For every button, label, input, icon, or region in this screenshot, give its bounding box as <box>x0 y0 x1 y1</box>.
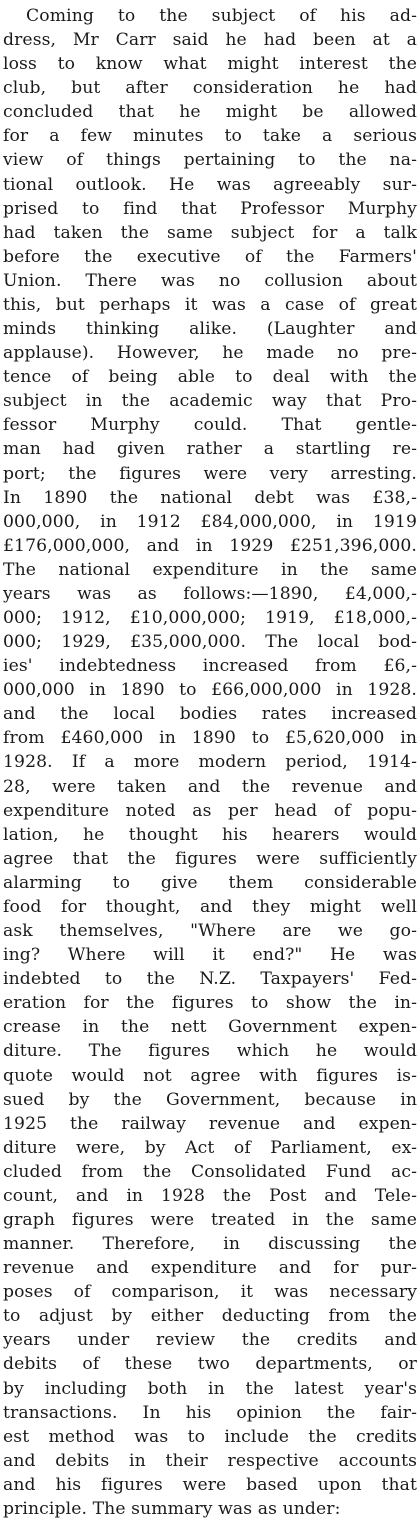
article-line: 28, were taken and the revenue and <box>3 776 417 797</box>
article-line: sued by the Government, because in <box>3 1089 417 1110</box>
article-line: view of things pertaining to the na- <box>3 150 417 171</box>
article-line: to adjust by either deducting from the <box>3 1306 417 1327</box>
article-line: prised to find that Professor Murphy <box>3 198 417 219</box>
article-line: and his figures were based upon that <box>3 1474 417 1495</box>
article-line: crease in the nett Government expen- <box>3 1017 417 1038</box>
article-line: and debits in their respective accounts <box>3 1450 417 1471</box>
article-line: principle. The summary was as under: <box>3 1498 341 1519</box>
article-line: revenue and expenditure and for pur- <box>3 1258 417 1279</box>
article-line: 1925 the railway revenue and expen- <box>3 1113 417 1134</box>
article-line: expenditure noted as per head of popu- <box>3 800 417 821</box>
article-line: 1928. If a more modern period, 1914- <box>3 752 417 773</box>
article-line: by including both in the latest year's <box>3 1378 417 1399</box>
article-line: agree that the figures were sufficiently <box>3 848 417 869</box>
article-line: and the local bodies rates increased <box>3 704 417 725</box>
article-line: In 1890 the national debt was £38,- <box>3 487 417 508</box>
article-line: for a few minutes to take a serious <box>3 126 417 147</box>
article-line: 000,000, in 1912 £84,000,000, in 1919 <box>3 511 417 532</box>
article-line: ask themselves, "Where are we go- <box>3 921 417 942</box>
article-line: alarming to give them considerable <box>3 872 417 893</box>
article-line: transactions. In his opinion the fair- <box>3 1402 417 1423</box>
article-line: £176,000,000, and in 1929 £251,396,000. <box>3 535 417 556</box>
article-line: man had given rather a startling re- <box>3 439 417 460</box>
article-line: quote would not agree with figures is- <box>3 1065 417 1086</box>
article-line: loss to know what might interest the <box>3 54 417 75</box>
article-line: poses of comparison, it was necessary <box>3 1282 417 1303</box>
article-line: ies' indebtedness increased from £6,- <box>3 656 417 677</box>
article-line: club, but after consideration he had <box>3 78 417 99</box>
article-line: had taken the same subject for a talk <box>3 222 417 243</box>
article-line: debits of these two departments, or <box>3 1354 417 1375</box>
article-line: before the executive of the Farmers' <box>3 246 417 267</box>
article-line: lation, he thought his hearers would <box>3 824 417 845</box>
article-line: 000; 1912, £10,000,000; 1919, £18,000,- <box>3 608 417 628</box>
article-line: diture. The figures which he would <box>3 1041 417 1062</box>
article-line: manner. Therefore, in discussing the <box>3 1234 417 1255</box>
article-line: 000,000 in 1890 to £66,000,000 in 1928. <box>3 680 417 701</box>
article-line: count, and in 1928 the Post and Tele- <box>3 1185 417 1206</box>
article-line: eration for the figures to show the in- <box>3 993 417 1014</box>
article-line: Coming to the subject of his ad- <box>26 6 417 26</box>
article-line: ing? Where will it end?" He was <box>3 945 417 966</box>
article-line: 000; 1929, £35,000,000. The local bod- <box>3 632 417 653</box>
article-line: est method was to include the credits <box>3 1426 417 1447</box>
article-line: applause). However, he made no pre- <box>3 343 417 364</box>
article-line: from £460,000 in 1890 to £5,620,000 in <box>3 728 417 749</box>
article-line: years under review the credits and <box>3 1330 417 1351</box>
article-line: concluded that he might be allowed <box>3 102 417 123</box>
article-line: The national expenditure in the same <box>3 559 417 580</box>
article-line: diture were, by Act of Parliament, ex- <box>3 1137 417 1158</box>
article-line: port; the figures were very arresting. <box>3 463 417 484</box>
article-line: tence of being able to deal with the <box>3 367 417 388</box>
article-line: cluded from the Consolidated Fund ac- <box>3 1161 417 1182</box>
article-line: Union. There was no collusion about <box>3 270 417 291</box>
article-line: years was as follows:—1890, £4,000,- <box>3 583 417 604</box>
article-line: this, but perhaps it was a case of great <box>3 294 417 315</box>
article-line: food for thought, and they might well <box>3 896 417 917</box>
article-line: tional outlook. He was agreeably sur- <box>3 174 417 195</box>
article-line: indebted to the N.Z. Taxpayers' Fed- <box>3 969 417 990</box>
article-line: graph figures were treated in the same <box>3 1210 417 1230</box>
article-line: fessor Murphy could. That gentle- <box>3 415 417 436</box>
article-line: dress, Mr Carr said he had been at a <box>3 30 417 51</box>
article-line: minds thinking alike. (Laughter and <box>3 319 417 340</box>
article-line: subject in the academic way that Pro- <box>3 391 417 412</box>
